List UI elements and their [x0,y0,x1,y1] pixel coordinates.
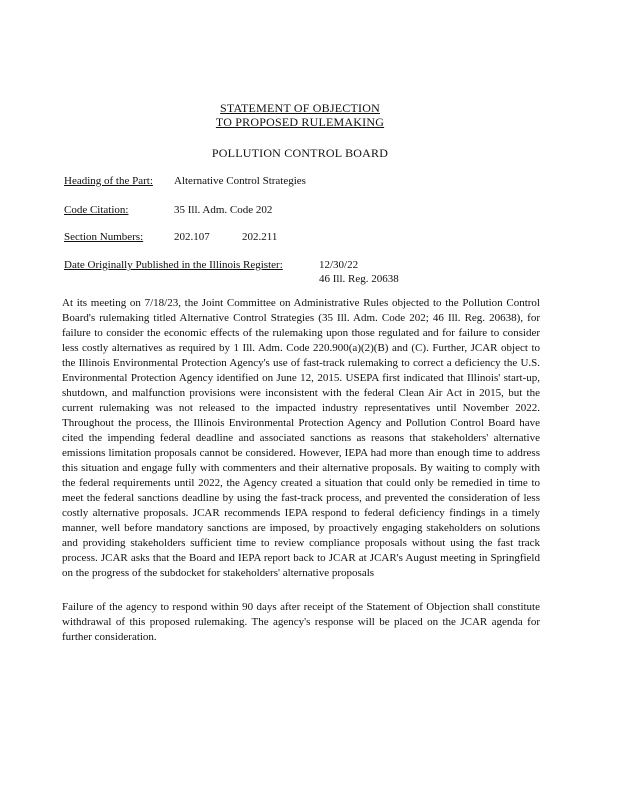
section-numbers-field [64,230,278,245]
register-citation-value: 46 Ill. Reg. 20638 [319,273,399,285]
document-title [0,101,600,129]
publication-date-label: Date Originally Published in the Illinois Register: [64,259,283,271]
response-notice-paragraph: Failure of the agency to respond within 90 days after receipt of the Statement of Objection shall constitute withdrawal of this proposed rulemaking. The agency's response will be placed on the JCAR agenda for further consideration. [62,601,540,643]
title-line-2: TO PROPOSED RULEMAKING [215,115,385,129]
section-number-2: 202.211 [242,231,278,243]
code-citation-value: 35 Ill. Adm. Code 202 [174,204,273,216]
code-citation-label: Code Citation: [64,204,129,216]
objection-paragraph: At its meeting on 7/18/23, the Joint Committee on Administrative Rules objected to the Pollution Control Board's rulemaking titled Alternative Control Strategies (35 Ill. Adm. Code 202; 46 Ill. Reg. 20638), for failure to consider the economic effects of the rulemaking upon those regulated and for failure to consider less costly alternatives as required by 1 Ill. Adm. Code 220.900(a)(2)(B) and (C). Further, JCAR object to the Illinois Environmental Protection Agency's use of fast-track rulemaking to correct a deficiency the U.S. Environmental Protection Agency identified on June 12, 2015. USEPA first indicated that Illinois' start-up, shutdown, and malfunction provisions were inconsistent with the federal Clean Air Act in 2015, but the current rulemaking was not released to the impacted industry representatives until November 2022. Throughout the process, the Illinois Environmental Protection Agency and Pollution Control Board have cited the impending federal deadline and associated sanctions as reasons that stakeholders' alternative emissions limitation proposals cannot be considered. However, IEPA had more than enough time to address this situation and engage fully with commenters and their alternative proposals. By waiting to comply with the federal requirements until 2022, the Agency created a situation that could only be remedied in time to meet the federal sanctions deadline by using the fast-track process, and prevented the consideration of less costly alternative proposals. JCAR recommends IEPA respond to federal deficiency findings in a timely manner, well before mandatory sanctions are imposed, by proactively engaging stakeholders on solutions and providing stakeholders sufficient time to review compliance proposals without using the fast track process. JCAR asks that the Board and IEPA report back to JCAR at JCAR's August meeting in Springfield on the progress of the subdocket for stakeholders' alternative proposals [62,297,540,579]
heading-of-part-value: Alternative Control Strategies [174,175,306,187]
publication-date-field [64,258,399,285]
code-citation-field [64,203,273,218]
section-numbers-label: Section Numbers: [64,231,144,243]
agency-name: POLLUTION CONTROL BOARD [211,146,389,160]
heading-of-part-label: Heading of the Part: [64,175,153,187]
section-number-1: 202.107 [174,231,210,243]
publication-date-value: 12/30/22 [319,259,359,271]
heading-of-part-field [64,174,306,189]
title-line-1: STATEMENT OF OBJECTION [220,101,380,115]
